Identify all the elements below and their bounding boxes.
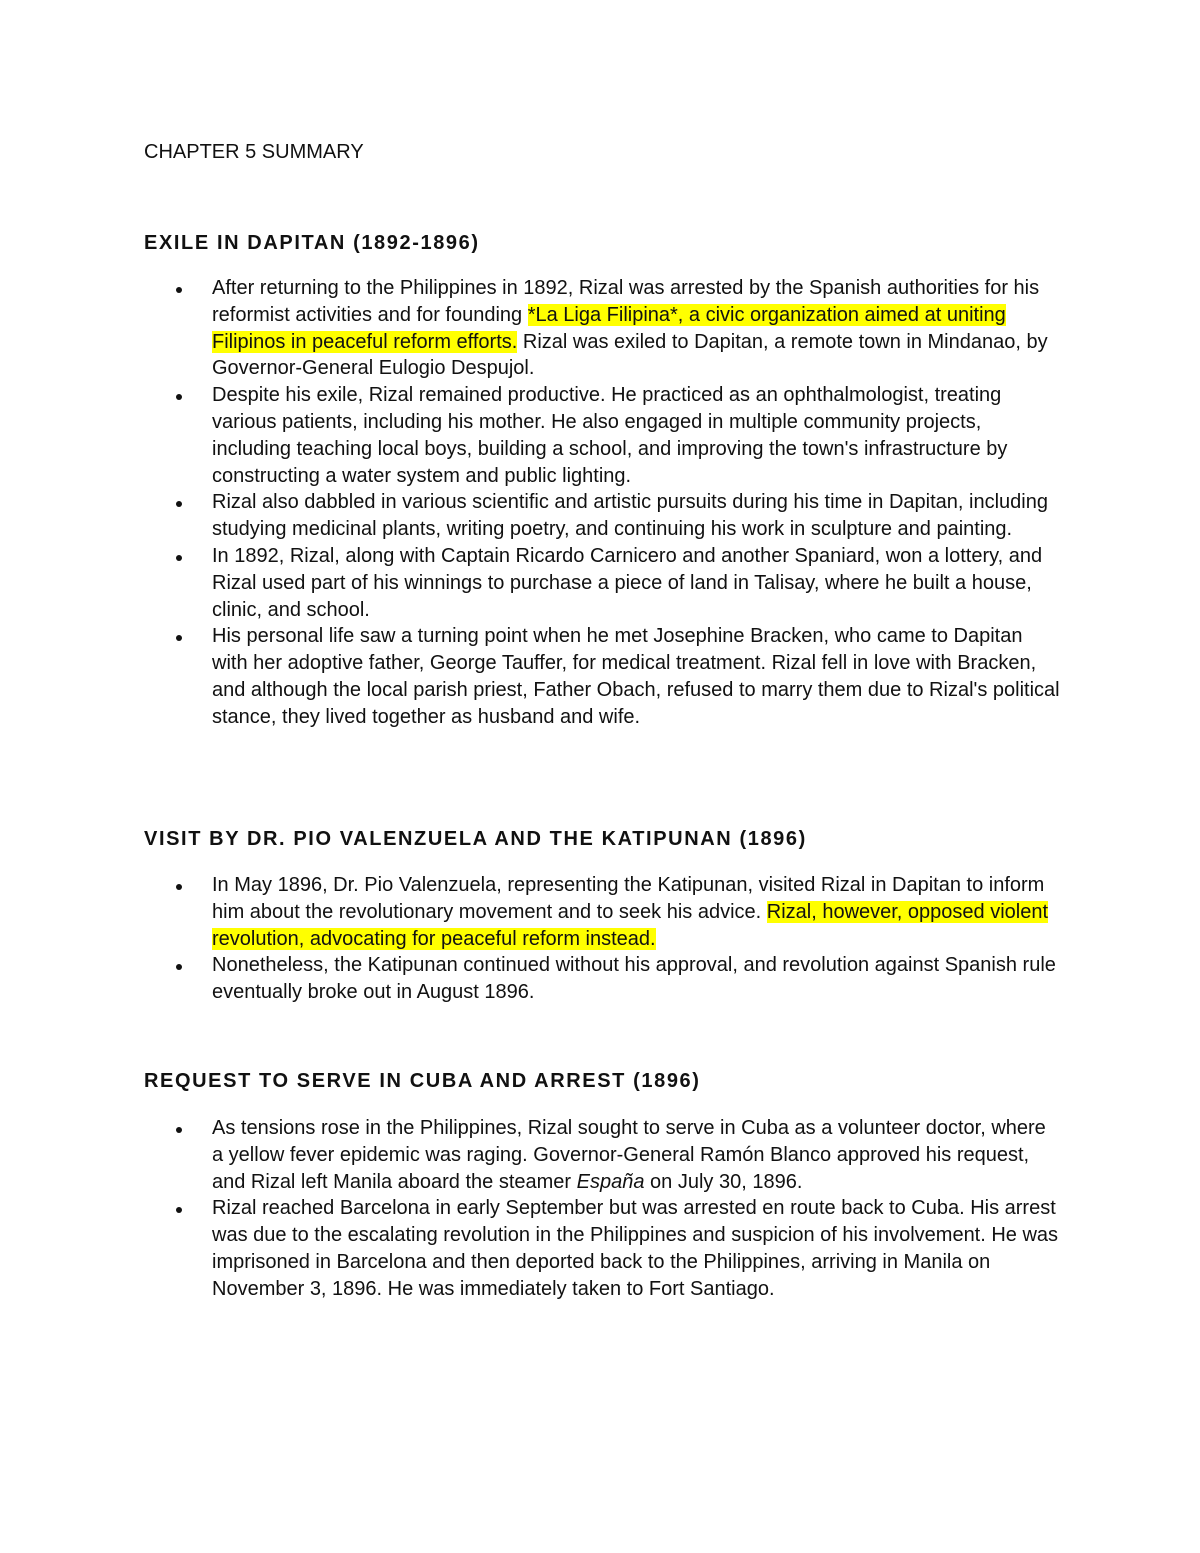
list-item: As tensions rose in the Philippines, Rizal sought to serve in Cuba as a volunteer doctor, where a yellow fever epidemic was raging. Governor-General Ramón Blanco approved his request, and Rizal left Manila aboard the steamer España on July 30, 1896. bbox=[0, 1115, 1060, 1195]
list-item: After returning to the Philippines in 1892, Rizal was arrested by the Spanish authorities for his reformist activities and for founding *La Liga Filipina*, a civic organization aimed at uniting Filipinos in peaceful reform efforts. Rizal was exiled to Dapitan, a remote town in Mindanao, by Governor-General Eulogio Despujol. bbox=[0, 275, 1060, 382]
list-item: Rizal also dabbled in various scientific and artistic pursuits during his time in Dapitan, including studying medicinal plants, writing poetry, and continuing his work in sculpture and painting. bbox=[0, 489, 1060, 543]
bullet-icon bbox=[176, 501, 182, 507]
page-title: CHAPTER 5 SUMMARY bbox=[144, 141, 364, 163]
bullet-icon bbox=[176, 1207, 182, 1213]
list-item: Despite his exile, Rizal remained productive. He practiced as an ophthalmologist, treating various patients, including his mother. He also engaged in multiple community projects, including teaching local boys, building a school, and improving the town's infrastructure by constructing a water system and public lighting. bbox=[0, 382, 1060, 489]
bullet-icon bbox=[176, 394, 182, 400]
bullet-icon bbox=[176, 635, 182, 641]
bullet-icon bbox=[176, 1127, 182, 1133]
list-item: Nonetheless, the Katipunan continued without his approval, and revolution against Spanish rule eventually broke out in August 1896. bbox=[0, 952, 1060, 1006]
section-list-valenzuela bbox=[0, 872, 1060, 1006]
bullet-icon bbox=[176, 555, 182, 561]
section-heading-exile: EXILE IN DAPITAN (1892-1896) bbox=[144, 232, 480, 254]
list-item: In 1892, Rizal, along with Captain Ricardo Carnicero and another Spaniard, won a lottery, and Rizal used part of his winnings to purchase a piece of land in Talisay, where he built a house, clinic, and school. bbox=[0, 543, 1060, 623]
list-item: In May 1896, Dr. Pio Valenzuela, representing the Katipunan, visited Rizal in Dapitan to inform him about the revolutionary movement and to seek his advice. Rizal, however, opposed violent revolution, advocating for peaceful reform instead. bbox=[0, 872, 1060, 952]
bullet-icon bbox=[176, 884, 182, 890]
section-heading-valenzuela: VISIT BY DR. PIO VALENZUELA AND THE KATIPUNAN (1896) bbox=[144, 828, 807, 850]
section-heading-cuba: REQUEST TO SERVE IN CUBA AND ARREST (1896) bbox=[144, 1070, 701, 1092]
section-list-exile bbox=[0, 275, 1060, 731]
ship-name: España bbox=[576, 1170, 645, 1193]
bullet-icon bbox=[176, 964, 182, 970]
bullet-icon bbox=[176, 287, 182, 293]
highlighted-text: *La Liga Filipina*, a civic organization aimed at uniting Filipinos in peaceful reform efforts. bbox=[212, 303, 1006, 353]
list-item: Rizal reached Barcelona in early September but was arrested en route back to Cuba. His arrest was due to the escalating revolution in the Philippines and suspicion of his involvement. He was imprisoned in Barcelona and then deported back to the Philippines, arriving in Manila on November 3, 1896. He was immediately taken to Fort Santiago. bbox=[0, 1195, 1060, 1302]
section-list-cuba bbox=[0, 1115, 1060, 1303]
list-item: His personal life saw a turning point when he met Josephine Bracken, who came to Dapitan with her adoptive father, George Tauffer, for medical treatment. Rizal fell in love with Bracken, and although the local parish priest, Father Obach, refused to marry them due to Rizal's political stance, they lived together as husband and wife. bbox=[0, 623, 1060, 730]
highlighted-text: Rizal, however, opposed violent revolution, advocating for peaceful reform instead. bbox=[212, 900, 1049, 950]
